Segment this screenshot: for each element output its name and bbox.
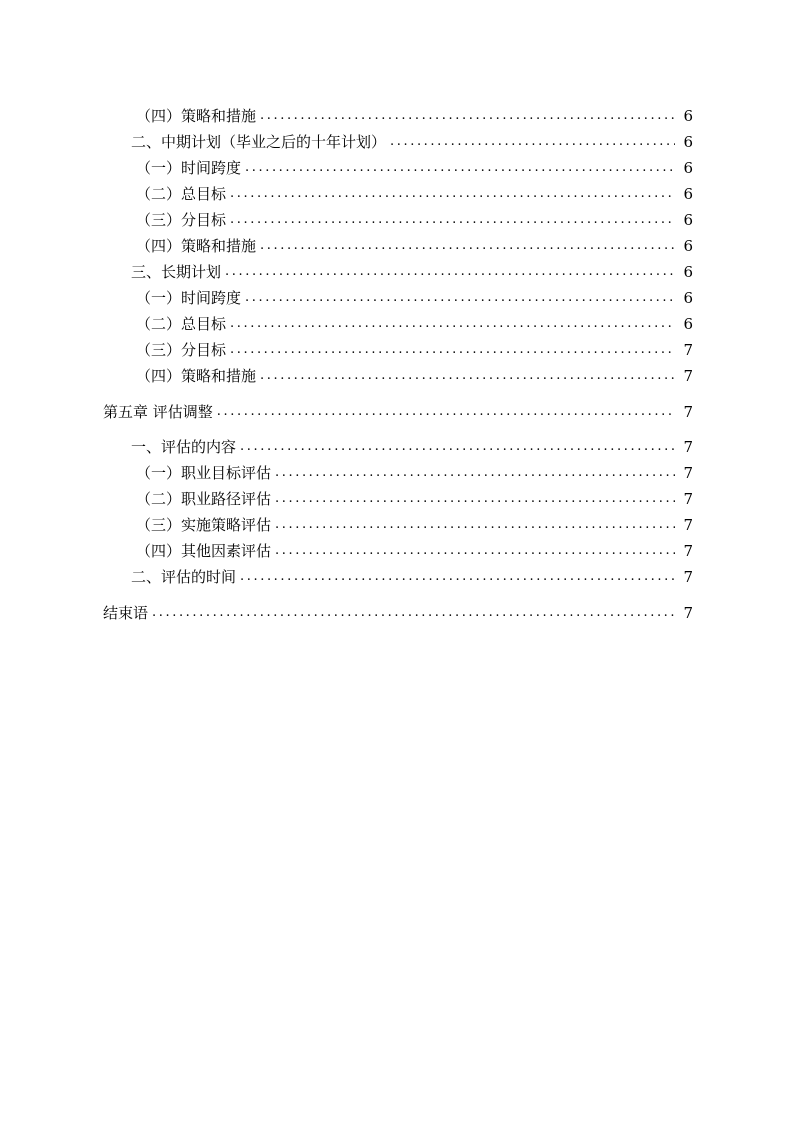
toc-entry-title: （一）时间跨度 — [136, 159, 242, 177]
toc-entry-page: 7 — [683, 464, 693, 482]
toc-entry-page: 6 — [683, 315, 693, 333]
dot-leader — [275, 460, 675, 486]
dot-leader — [275, 512, 675, 538]
toc-entry-title: （四）策略和措施 — [136, 237, 257, 255]
toc-entry-page: 6 — [683, 263, 693, 281]
toc-entry-page: 7 — [683, 438, 693, 456]
dot-leader — [275, 538, 675, 564]
toc-entry-title: （四）策略和措施 — [136, 367, 257, 385]
toc-entry-page: 7 — [683, 542, 693, 560]
toc-entry-page: 7 — [683, 604, 693, 622]
toc-entry[interactable] — [103, 512, 693, 538]
toc-entry-page: 7 — [683, 490, 693, 508]
toc-entry-page: 6 — [683, 107, 693, 125]
toc-entry[interactable] — [103, 564, 693, 590]
toc-entry[interactable] — [103, 311, 693, 337]
dot-leader — [225, 259, 675, 285]
toc-entry[interactable] — [103, 207, 693, 233]
dot-leader — [260, 103, 675, 129]
dot-leader — [390, 129, 675, 155]
toc-entry-title: （三）分目标 — [136, 341, 227, 359]
toc-entry-title: 三、长期计划 — [131, 263, 222, 281]
toc-entry-title: （三）实施策略评估 — [136, 516, 272, 534]
dot-leader — [152, 600, 675, 626]
toc-entry-page: 6 — [683, 185, 693, 203]
toc-entry[interactable] — [103, 181, 693, 207]
toc-entry[interactable] — [103, 155, 693, 181]
toc-entry-title: （四）其他因素评估 — [136, 542, 272, 560]
toc-entry-page: 7 — [683, 341, 693, 359]
toc-entry-title: （二）总目标 — [136, 315, 227, 333]
toc-entry-page: 7 — [683, 568, 693, 586]
toc-entry[interactable] — [103, 285, 693, 311]
dot-leader — [245, 155, 675, 181]
dot-leader — [240, 564, 675, 590]
toc-entry-page: 7 — [683, 367, 693, 385]
toc-entry[interactable] — [103, 363, 693, 389]
dot-leader — [275, 486, 675, 512]
toc-entry-title: 二、中期计划（毕业之后的十年计划） — [131, 133, 387, 151]
dot-leader — [245, 285, 675, 311]
toc-entry-title: （二）职业路径评估 — [136, 490, 272, 508]
toc-entry[interactable] — [103, 460, 693, 486]
toc-entry-page: 6 — [683, 237, 693, 255]
toc-chapter-entry[interactable] — [103, 399, 693, 425]
toc-entry-title: （二）总目标 — [136, 185, 227, 203]
toc-entry-title: 结束语 — [103, 604, 149, 622]
table-of-contents — [103, 103, 693, 635]
toc-entry-page: 6 — [683, 289, 693, 307]
toc-entry-page: 6 — [683, 159, 693, 177]
toc-entry-page: 7 — [683, 516, 693, 534]
toc-entry[interactable] — [103, 259, 693, 285]
toc-entry[interactable] — [103, 103, 693, 129]
toc-entry[interactable] — [103, 434, 693, 460]
toc-entry-title: （四）策略和措施 — [136, 107, 257, 125]
dot-leader — [260, 233, 675, 259]
dot-leader — [240, 434, 675, 460]
toc-entry[interactable] — [103, 129, 693, 155]
toc-entry-title: （一）职业目标评估 — [136, 464, 272, 482]
toc-entry-title: 一、评估的内容 — [131, 438, 237, 456]
toc-entry[interactable] — [103, 538, 693, 564]
dot-leader — [230, 207, 675, 233]
toc-entry-page: 6 — [683, 133, 693, 151]
toc-entry-title: （三）分目标 — [136, 211, 227, 229]
dot-leader — [260, 363, 675, 389]
toc-entry-title: 二、评估的时间 — [131, 568, 237, 586]
toc-entry-page: 6 — [683, 211, 693, 229]
dot-leader — [217, 399, 675, 425]
toc-entry[interactable] — [103, 337, 693, 363]
toc-entry-title: （一）时间跨度 — [136, 289, 242, 307]
dot-leader — [230, 181, 675, 207]
toc-entry-title: 第五章 评估调整 — [103, 403, 213, 421]
toc-entry[interactable] — [103, 233, 693, 259]
toc-entry[interactable] — [103, 486, 693, 512]
toc-entry-page: 7 — [683, 403, 693, 421]
dot-leader — [230, 311, 675, 337]
dot-leader — [230, 337, 675, 363]
toc-chapter-entry[interactable] — [103, 600, 693, 626]
